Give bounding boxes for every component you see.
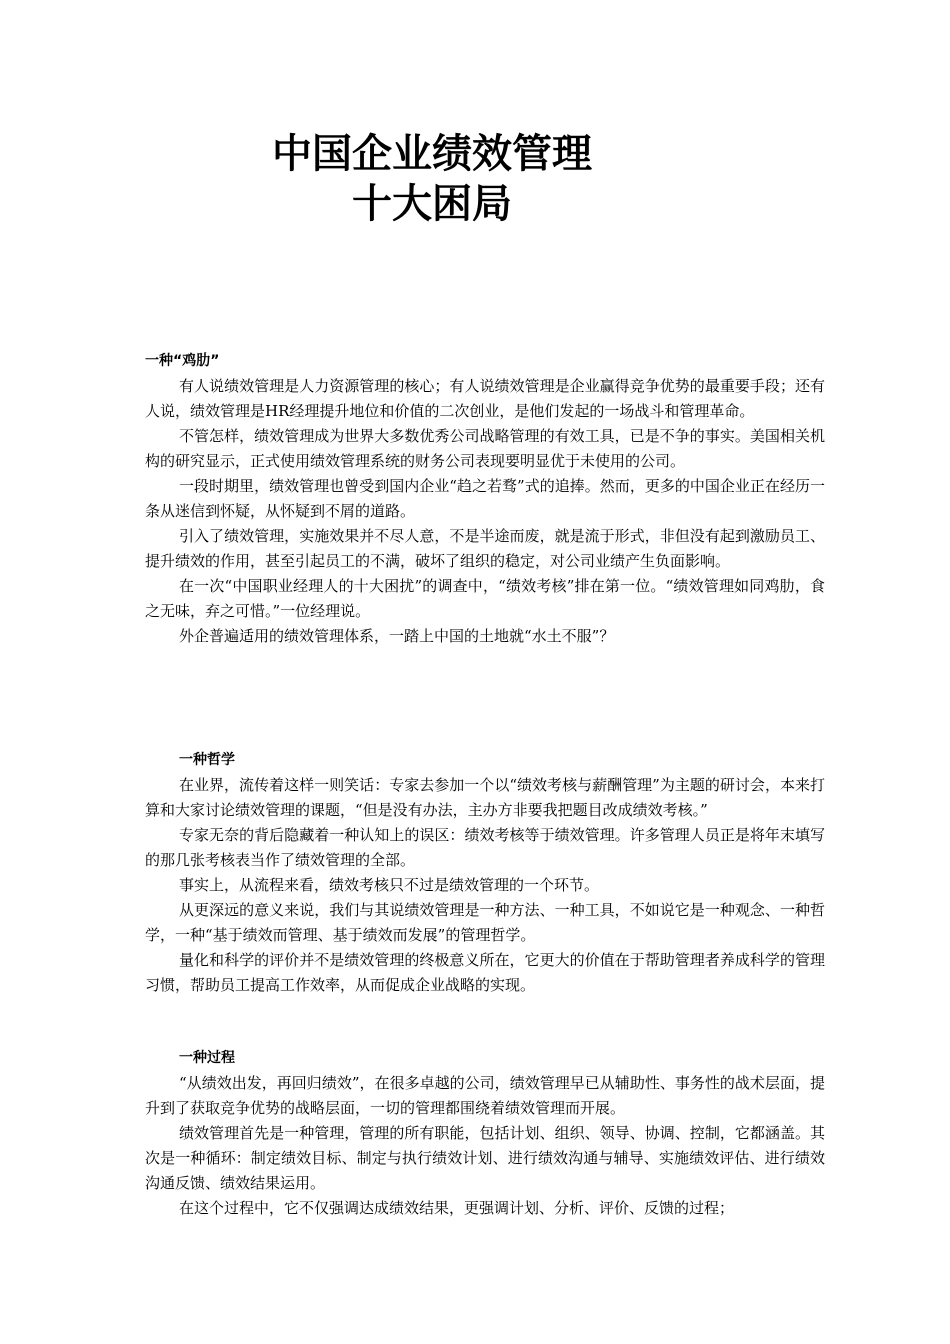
paragraph: 外企普遍适用的绩效管理体系，一踏上中国的土地就“水土不服”？ [179, 627, 615, 645]
paragraph: 一段时期里，绩效管理也曾受到国内企业“趋之若骛”式的追捧。然而，更多的中国企业正在经历一条从迷信到怀疑，从怀疑到不屑的道路。 [145, 477, 825, 520]
document-title-line-2: 十大困局 [352, 181, 512, 227]
section-process [145, 1046, 825, 1221]
section-heading: 一种过程 [179, 1050, 235, 1066]
paragraph: 不管怎样，绩效管理成为世界大多数优秀公司战略管理的有效工具，已是不争的事实。美国相关机构的研究显示，正式使用绩效管理系统的财务公司表现要明显优于未使用的公司。 [145, 427, 825, 470]
document-title-line-1: 中国企业绩效管理 [272, 131, 592, 177]
paragraph: 事实上，从流程来看，绩效考核只不过是绩效管理的一个环节。 [179, 876, 600, 894]
section-heading: 一种哲学 [179, 752, 235, 768]
paragraph: “从绩效出发，再回归绩效”，在很多卓越的公司，绩效管理早已从辅助性、事务性的战术层面，提升到了获取竞争优势的战略层面，一切的管理都围绕着绩效管理而开展。 [145, 1074, 825, 1117]
section-chicken-rib [145, 349, 825, 649]
paragraph: 引入了绩效管理，实施效果并不尽人意，不是半途而废，就是流于形式，非但没有起到激励员工、提升绩效的作用，甚至引起员工的不满，破坏了组织的稳定，对公司业绩产生负面影响。 [145, 527, 825, 570]
paragraph: 绩效管理首先是一种管理，管理的所有职能，包括计划、组织、领导、协调、控制，它都涵盖。其次是一种循环：制定绩效目标、制定与执行绩效计划、进行绩效沟通与辅导、实施绩效评估、进行绩效沟通反馈、绩效结果运用。 [145, 1124, 825, 1192]
section-philosophy [145, 748, 825, 998]
paragraph: 在业界，流传着这样一则笑话：专家去参加一个以“绩效考核与薪酬管理”为主题的研讨会，本来打算和大家讨论绩效管理的课题，“但是没有办法，主办方非要我把题目改成绩效考核。” [145, 776, 825, 819]
section-heading: 一种“鸡肋” [145, 353, 220, 369]
paragraph: 在这个过程中，它不仅强调达成绩效结果，更强调计划、分析、评价、反馈的过程； [179, 1199, 735, 1217]
paragraph: 量化和科学的评价并不是绩效管理的终极意义所在，它更大的价值在于帮助管理者养成科学的管理习惯，帮助员工提高工作效率，从而促成企业战略的实现。 [145, 951, 825, 994]
paragraph: 专家无奈的背后隐藏着一种认知上的误区：绩效考核等于绩效管理。许多管理人员正是将年末填写的那几张考核表当作了绩效管理的全部。 [145, 826, 825, 869]
paragraph: 在一次“中国职业经理人的十大困扰”的调查中，“绩效考核”排在第一位。“绩效管理如同鸡肋，食之无味，弃之可惜。”一位经理说。 [145, 577, 825, 620]
paragraph: 从更深远的意义来说，我们与其说绩效管理是一种方法、一种工具，不如说它是一种观念、一种哲学，一种“基于绩效而管理、基于绩效而发展”的管理哲学。 [145, 901, 825, 944]
paragraph: 有人说绩效管理是人力资源管理的核心；有人说绩效管理是企业赢得竞争优势的最重要手段；还有人说，绩效管理是HR经理提升地位和价值的二次创业，是他们发起的一场战斗和管理革命。 [145, 377, 825, 420]
